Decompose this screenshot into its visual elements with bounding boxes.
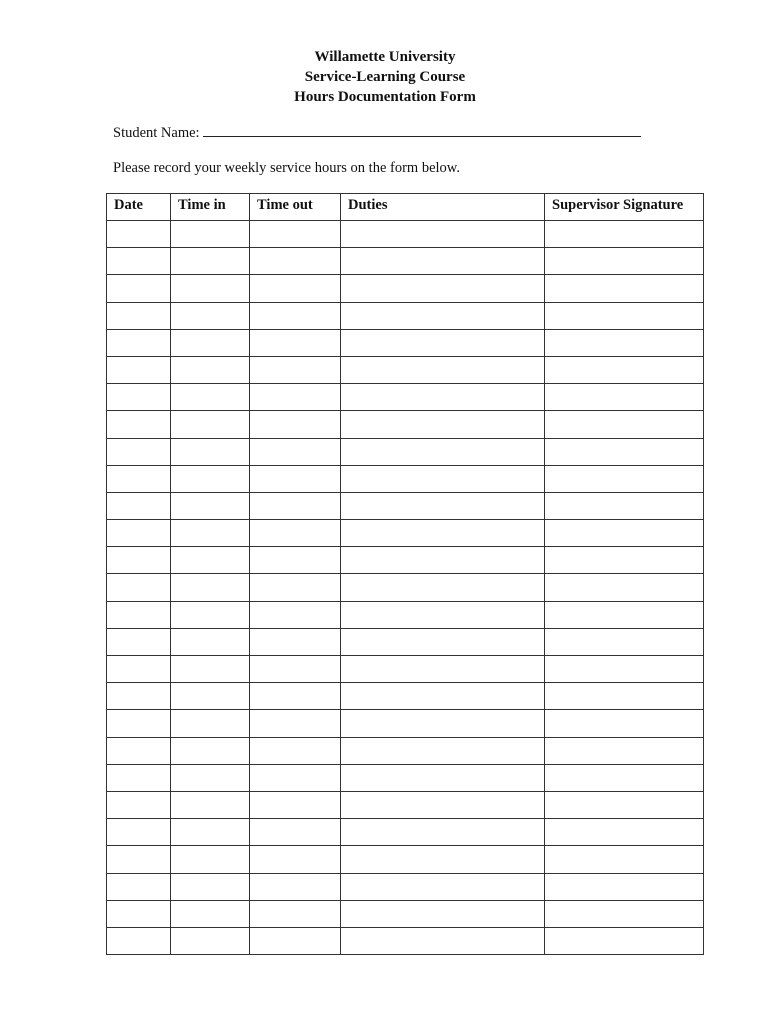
table-row bbox=[107, 656, 704, 683]
time-in-cell[interactable] bbox=[171, 873, 250, 900]
university-name: Willamette University bbox=[314, 49, 456, 65]
duties-cell[interactable] bbox=[341, 411, 545, 438]
table-row bbox=[107, 927, 704, 954]
time-in-cell[interactable] bbox=[171, 356, 250, 383]
table-row bbox=[107, 302, 704, 329]
duties-cell[interactable] bbox=[341, 465, 545, 492]
time-out-cell[interactable] bbox=[250, 492, 341, 519]
duties-cell[interactable] bbox=[341, 764, 545, 791]
table-row bbox=[107, 411, 704, 438]
duties-cell[interactable] bbox=[341, 302, 545, 329]
supervisor-signature-cell[interactable] bbox=[545, 302, 704, 329]
table-row bbox=[107, 520, 704, 547]
date-cell[interactable] bbox=[107, 628, 171, 655]
table-row bbox=[107, 628, 704, 655]
supervisor-signature-cell[interactable] bbox=[545, 329, 704, 356]
supervisor-signature-cell[interactable] bbox=[545, 221, 704, 248]
date-cell[interactable] bbox=[107, 710, 171, 737]
table-row bbox=[107, 221, 704, 248]
time-in-cell[interactable] bbox=[171, 710, 250, 737]
date-cell[interactable] bbox=[107, 302, 171, 329]
time-out-cell[interactable] bbox=[250, 275, 341, 302]
date-cell[interactable] bbox=[107, 927, 171, 954]
time-in-cell[interactable] bbox=[171, 927, 250, 954]
time-in-cell[interactable] bbox=[171, 547, 250, 574]
supervisor-signature-cell[interactable] bbox=[545, 683, 704, 710]
table-row bbox=[107, 248, 704, 275]
supervisor-signature-cell[interactable] bbox=[545, 791, 704, 818]
date-cell[interactable] bbox=[107, 384, 171, 411]
duties-cell[interactable] bbox=[341, 574, 545, 601]
table-body bbox=[107, 221, 704, 955]
table-row bbox=[107, 873, 704, 900]
time-out-cell[interactable] bbox=[250, 384, 341, 411]
date-cell[interactable] bbox=[107, 656, 171, 683]
time-out-cell[interactable] bbox=[250, 656, 341, 683]
duties-cell[interactable] bbox=[341, 628, 545, 655]
time-in-cell[interactable] bbox=[171, 492, 250, 519]
time-in-cell[interactable] bbox=[171, 221, 250, 248]
time-out-cell[interactable] bbox=[250, 601, 341, 628]
duties-cell[interactable] bbox=[341, 275, 545, 302]
supervisor-signature-cell[interactable] bbox=[545, 547, 704, 574]
date-cell[interactable] bbox=[107, 819, 171, 846]
duties-cell[interactable] bbox=[341, 492, 545, 519]
instructions-text: Please record your weekly service hours on the form below. bbox=[113, 160, 460, 176]
table-row bbox=[107, 384, 704, 411]
column-header-supervisor-signature: Supervisor Signature bbox=[545, 194, 704, 221]
table-row bbox=[107, 737, 704, 764]
date-cell[interactable] bbox=[107, 492, 171, 519]
time-out-cell[interactable] bbox=[250, 819, 341, 846]
column-header-duties: Duties bbox=[341, 194, 545, 221]
student-name-row bbox=[113, 122, 641, 143]
date-cell[interactable] bbox=[107, 221, 171, 248]
time-in-cell[interactable] bbox=[171, 628, 250, 655]
time-in-cell[interactable] bbox=[171, 737, 250, 764]
table-row bbox=[107, 683, 704, 710]
table-row bbox=[107, 791, 704, 818]
duties-cell[interactable] bbox=[341, 900, 545, 927]
supervisor-signature-cell[interactable] bbox=[545, 356, 704, 383]
duties-cell[interactable] bbox=[341, 791, 545, 818]
time-in-cell[interactable] bbox=[171, 275, 250, 302]
duties-cell[interactable] bbox=[341, 873, 545, 900]
supervisor-signature-cell[interactable] bbox=[545, 492, 704, 519]
table-row bbox=[107, 465, 704, 492]
time-out-cell[interactable] bbox=[250, 329, 341, 356]
supervisor-signature-cell[interactable] bbox=[545, 873, 704, 900]
duties-cell[interactable] bbox=[341, 329, 545, 356]
supervisor-signature-cell[interactable] bbox=[545, 764, 704, 791]
table-row bbox=[107, 574, 704, 601]
date-cell[interactable] bbox=[107, 356, 171, 383]
duties-cell[interactable] bbox=[341, 356, 545, 383]
duties-cell[interactable] bbox=[341, 683, 545, 710]
supervisor-signature-cell[interactable] bbox=[545, 737, 704, 764]
supervisor-signature-cell[interactable] bbox=[545, 656, 704, 683]
time-out-cell[interactable] bbox=[250, 574, 341, 601]
column-header-time-out: Time out bbox=[250, 194, 341, 221]
hours-log-table bbox=[106, 193, 704, 955]
time-out-cell[interactable] bbox=[250, 737, 341, 764]
time-out-cell[interactable] bbox=[250, 465, 341, 492]
form-title: Hours Documentation Form bbox=[294, 89, 476, 105]
time-in-cell[interactable] bbox=[171, 819, 250, 846]
time-in-cell[interactable] bbox=[171, 329, 250, 356]
duties-cell[interactable] bbox=[341, 384, 545, 411]
time-out-cell[interactable] bbox=[250, 683, 341, 710]
time-in-cell[interactable] bbox=[171, 248, 250, 275]
time-in-cell[interactable] bbox=[171, 465, 250, 492]
date-cell[interactable] bbox=[107, 601, 171, 628]
supervisor-signature-cell[interactable] bbox=[545, 628, 704, 655]
duties-cell[interactable] bbox=[341, 819, 545, 846]
time-out-cell[interactable] bbox=[250, 900, 341, 927]
supervisor-signature-cell[interactable] bbox=[545, 384, 704, 411]
duties-cell[interactable] bbox=[341, 710, 545, 737]
date-cell[interactable] bbox=[107, 737, 171, 764]
column-header-time-in: Time in bbox=[171, 194, 250, 221]
time-in-cell[interactable] bbox=[171, 438, 250, 465]
table-header-row bbox=[107, 194, 704, 221]
duties-cell[interactable] bbox=[341, 221, 545, 248]
supervisor-signature-cell[interactable] bbox=[545, 411, 704, 438]
student-name-label: Student Name: bbox=[113, 125, 200, 141]
time-out-cell[interactable] bbox=[250, 764, 341, 791]
table-row bbox=[107, 819, 704, 846]
date-cell[interactable] bbox=[107, 275, 171, 302]
time-in-cell[interactable] bbox=[171, 574, 250, 601]
time-out-cell[interactable] bbox=[250, 356, 341, 383]
time-in-cell[interactable] bbox=[171, 846, 250, 873]
duties-cell[interactable] bbox=[341, 520, 545, 547]
table-row bbox=[107, 601, 704, 628]
time-in-cell[interactable] bbox=[171, 656, 250, 683]
date-cell[interactable] bbox=[107, 465, 171, 492]
table-row bbox=[107, 547, 704, 574]
time-in-cell[interactable] bbox=[171, 302, 250, 329]
duties-cell[interactable] bbox=[341, 601, 545, 628]
time-in-cell[interactable] bbox=[171, 683, 250, 710]
time-out-cell[interactable] bbox=[250, 411, 341, 438]
duties-cell[interactable] bbox=[341, 927, 545, 954]
time-out-cell[interactable] bbox=[250, 710, 341, 737]
time-out-cell[interactable] bbox=[250, 547, 341, 574]
table-row bbox=[107, 846, 704, 873]
time-in-cell[interactable] bbox=[171, 520, 250, 547]
date-cell[interactable] bbox=[107, 520, 171, 547]
supervisor-signature-cell[interactable] bbox=[545, 520, 704, 547]
time-out-cell[interactable] bbox=[250, 628, 341, 655]
supervisor-signature-cell[interactable] bbox=[545, 438, 704, 465]
supervisor-signature-cell[interactable] bbox=[545, 601, 704, 628]
time-in-cell[interactable] bbox=[171, 900, 250, 927]
supervisor-signature-cell[interactable] bbox=[545, 465, 704, 492]
supervisor-signature-cell[interactable] bbox=[545, 846, 704, 873]
time-in-cell[interactable] bbox=[171, 411, 250, 438]
duties-cell[interactable] bbox=[341, 248, 545, 275]
date-cell[interactable] bbox=[107, 329, 171, 356]
date-cell[interactable] bbox=[107, 248, 171, 275]
supervisor-signature-cell[interactable] bbox=[545, 574, 704, 601]
date-cell[interactable] bbox=[107, 873, 171, 900]
date-cell[interactable] bbox=[107, 764, 171, 791]
supervisor-signature-cell[interactable] bbox=[545, 819, 704, 846]
table-row bbox=[107, 329, 704, 356]
date-cell[interactable] bbox=[107, 574, 171, 601]
date-cell[interactable] bbox=[107, 900, 171, 927]
time-in-cell[interactable] bbox=[171, 384, 250, 411]
supervisor-signature-cell[interactable] bbox=[545, 900, 704, 927]
table-row bbox=[107, 764, 704, 791]
time-out-cell[interactable] bbox=[250, 520, 341, 547]
time-in-cell[interactable] bbox=[171, 791, 250, 818]
time-out-cell[interactable] bbox=[250, 846, 341, 873]
date-cell[interactable] bbox=[107, 791, 171, 818]
date-cell[interactable] bbox=[107, 547, 171, 574]
date-cell[interactable] bbox=[107, 411, 171, 438]
table-row bbox=[107, 356, 704, 383]
table-row bbox=[107, 275, 704, 302]
form-header bbox=[0, 47, 770, 107]
table-row bbox=[107, 492, 704, 519]
time-out-cell[interactable] bbox=[250, 438, 341, 465]
time-out-cell[interactable] bbox=[250, 302, 341, 329]
time-out-cell[interactable] bbox=[250, 221, 341, 248]
column-header-date: Date bbox=[107, 194, 171, 221]
time-out-cell[interactable] bbox=[250, 927, 341, 954]
date-cell[interactable] bbox=[107, 846, 171, 873]
time-out-cell[interactable] bbox=[250, 791, 341, 818]
duties-cell[interactable] bbox=[341, 846, 545, 873]
date-cell[interactable] bbox=[107, 438, 171, 465]
course-name: Service-Learning Course bbox=[304, 69, 466, 85]
supervisor-signature-cell[interactable] bbox=[545, 248, 704, 275]
table-row bbox=[107, 438, 704, 465]
duties-cell[interactable] bbox=[341, 656, 545, 683]
table-row bbox=[107, 710, 704, 737]
duties-cell[interactable] bbox=[341, 737, 545, 764]
time-in-cell[interactable] bbox=[171, 764, 250, 791]
table-row bbox=[107, 900, 704, 927]
supervisor-signature-cell[interactable] bbox=[545, 927, 704, 954]
time-out-cell[interactable] bbox=[250, 873, 341, 900]
student-name-field[interactable] bbox=[203, 122, 641, 137]
duties-cell[interactable] bbox=[341, 438, 545, 465]
supervisor-signature-cell[interactable] bbox=[545, 275, 704, 302]
date-cell[interactable] bbox=[107, 683, 171, 710]
time-out-cell[interactable] bbox=[250, 248, 341, 275]
time-in-cell[interactable] bbox=[171, 601, 250, 628]
supervisor-signature-cell[interactable] bbox=[545, 710, 704, 737]
duties-cell[interactable] bbox=[341, 547, 545, 574]
